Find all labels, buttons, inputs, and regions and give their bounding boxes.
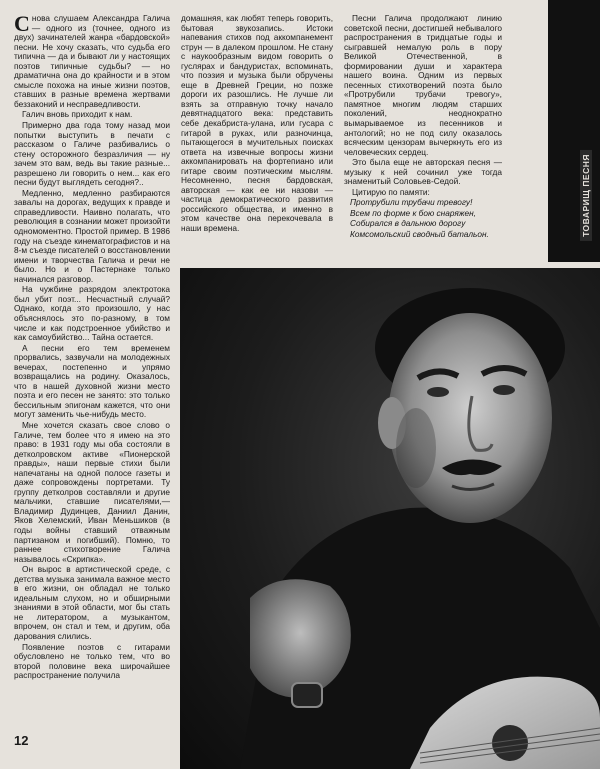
paragraph-3: Примерно два года тому назад мои попытки выступить в печати с рассказом о Галиче разбивались о стену осторожного безразличия — ну зачем это вам, ведь вы такие разные... разрешено ли говорить о нем... как его песни будут выглядеть сегодня?.. (14, 120, 170, 188)
paragraph-4: Медленно, медленно разбираются завалы на дорогах, ведущих к правде и справедливости. Наивно полагать, что революция в сознании может произойти одномоментно. Простой пример. В 1986 году на съезде кинематографистов и на 8-м съезде писателей о восстановлении имени и творчества Галича и речи не было. Но и о Пастернаке только начинался разговор. (14, 187, 170, 284)
page-number: 12 (14, 733, 29, 748)
portrait-photo (180, 268, 600, 769)
paragraph-7: Мне хочется сказать свое слово о Галиче, тем более что я имею на это право: в 1931 году мы оба состояли в детколровском активе «Пионерской правды», наши первые стихи были напечатаны на одной полосе газеты и даже сопровождены портретами. Ту группу детколров составляли и другие мальчики, ставшие писателями,— Владимир Дудинцев, Даниил Данин, Яков Хелемский, Иван Меньшиков (в годы войны ставший отважным партизаном и погибший). Помню, то раннее стихотворение Галича называлось «Скрипка». (14, 419, 170, 564)
paragraph-6: А песни его тем временем прорвались, зазвучали на молодежных вечерах, постепенно и упрямо возвращались на родину. Оказалось, что в нашей духовной жизни место поэта и его песен не занято: это только бессильным эпигонам кажется, что они могут заменить чье-нибудь место. (14, 342, 170, 420)
section-tab (548, 0, 600, 262)
text-column-1 (14, 14, 170, 724)
paragraph-5: На чужбине разрядом электротока был убит поэт... Несчастный случай? Однако, когда это произошло, у нас объяснялось это по-разному, в том числе и как подстроенное убийство и как самоубийство... Тайна остается. (14, 284, 170, 343)
text-column-2 (181, 14, 333, 239)
poem-line-1: Протрубили трубачи тревогу! (350, 197, 473, 208)
paragraph-8: Он вырос в артистической среде, с детства музыка занимала важное место в его жизни, он обладал не только идеальным слухом, но и обширными знаниями в этой области, мог бы стать не литератором, а музыкантом, впрочем, он стал и тем, и другим, оба дарования слились. (14, 564, 170, 641)
section-label: ТОВАРИЩ ПЕСНЯ (580, 150, 592, 241)
poem-line-3: Собирался в дальнюю дорогу (350, 218, 466, 229)
paragraph-13: Цитирую по памяти: (352, 186, 430, 197)
paragraph-1-text: нова слушаем Александра Галича — одного из (точнее, одного из двух) зачинателей жанра «бардовской» песни. Не хочу сказать, что судьба его типична — да и бывают ли у настоящих поэтов типичные судьбы? — но драматична она до крайности и в этом смысле похожа на иные жизни поэтов, ставших в разные времена жертвами беззаконий и несправедливости. (14, 14, 170, 109)
paragraph-11: Песни Галича продолжают линию советской песни, достигшей небывалого распространения в тридцатые годы и сыгравшей немалую роль в пору Великой Отечественной, в формировании души и характера нашего воина. Одним из первых песенных стихотворений поэта было «Протрубили трубачи тревогу», памятное многим людям старших поколений, неоднократно вымарываемое из песенников и антологий; но не под силу оказалось всяческим цензорам вычеркнуть его из человеческих сердец. (344, 14, 502, 157)
paragraph-1 (14, 14, 170, 109)
text-column-3 (344, 14, 502, 264)
portrait-illustration (180, 268, 600, 769)
paragraph-2: Галич вновь приходит к нам. (22, 109, 133, 120)
paragraph-10: домашняя, как любят теперь говорить, бытовая звукозапись. Истоки напевания стихов под аккомпанемент струн — в далеком прошлом. Не стану с наукообразным видом говорить о гуслярах и бандуристах, вспоминать, что поэзия и музыка были обручены еще в Древней Греции, но позже дороги их разошлись. Не лучше ли взять за отправную точку начало девятнадцатого века: представить себе декабриста-улана, или гусара с гитарой в руках, или разночинца, пытающегося в мучительных поисках ответа на извечные вопросы жизни аккомпанировать на фортепиано или гитаре своим поэтическим мыслям. Несомненно, песня бардовская, авторская — как ее ни назови — частица демократического развития российского общества, и именно в этом качестве она перекочевала в наши времена. (181, 14, 333, 234)
poem-line-4: Комсомольский сводный батальон. (350, 229, 489, 240)
paragraph-12: Это была еще не авторская песня — музыку к ней сочинил уже тогда знаменитый Соловьев-Седой. (344, 157, 502, 187)
poem-line-2: Всем по форме к бою снаряжен, (350, 207, 476, 218)
paragraph-9: Появление поэтов с гитарами обусловлено не только тем, что во второй половине века широчайшее распространение получила (14, 641, 170, 681)
drop-cap: С (14, 14, 30, 36)
